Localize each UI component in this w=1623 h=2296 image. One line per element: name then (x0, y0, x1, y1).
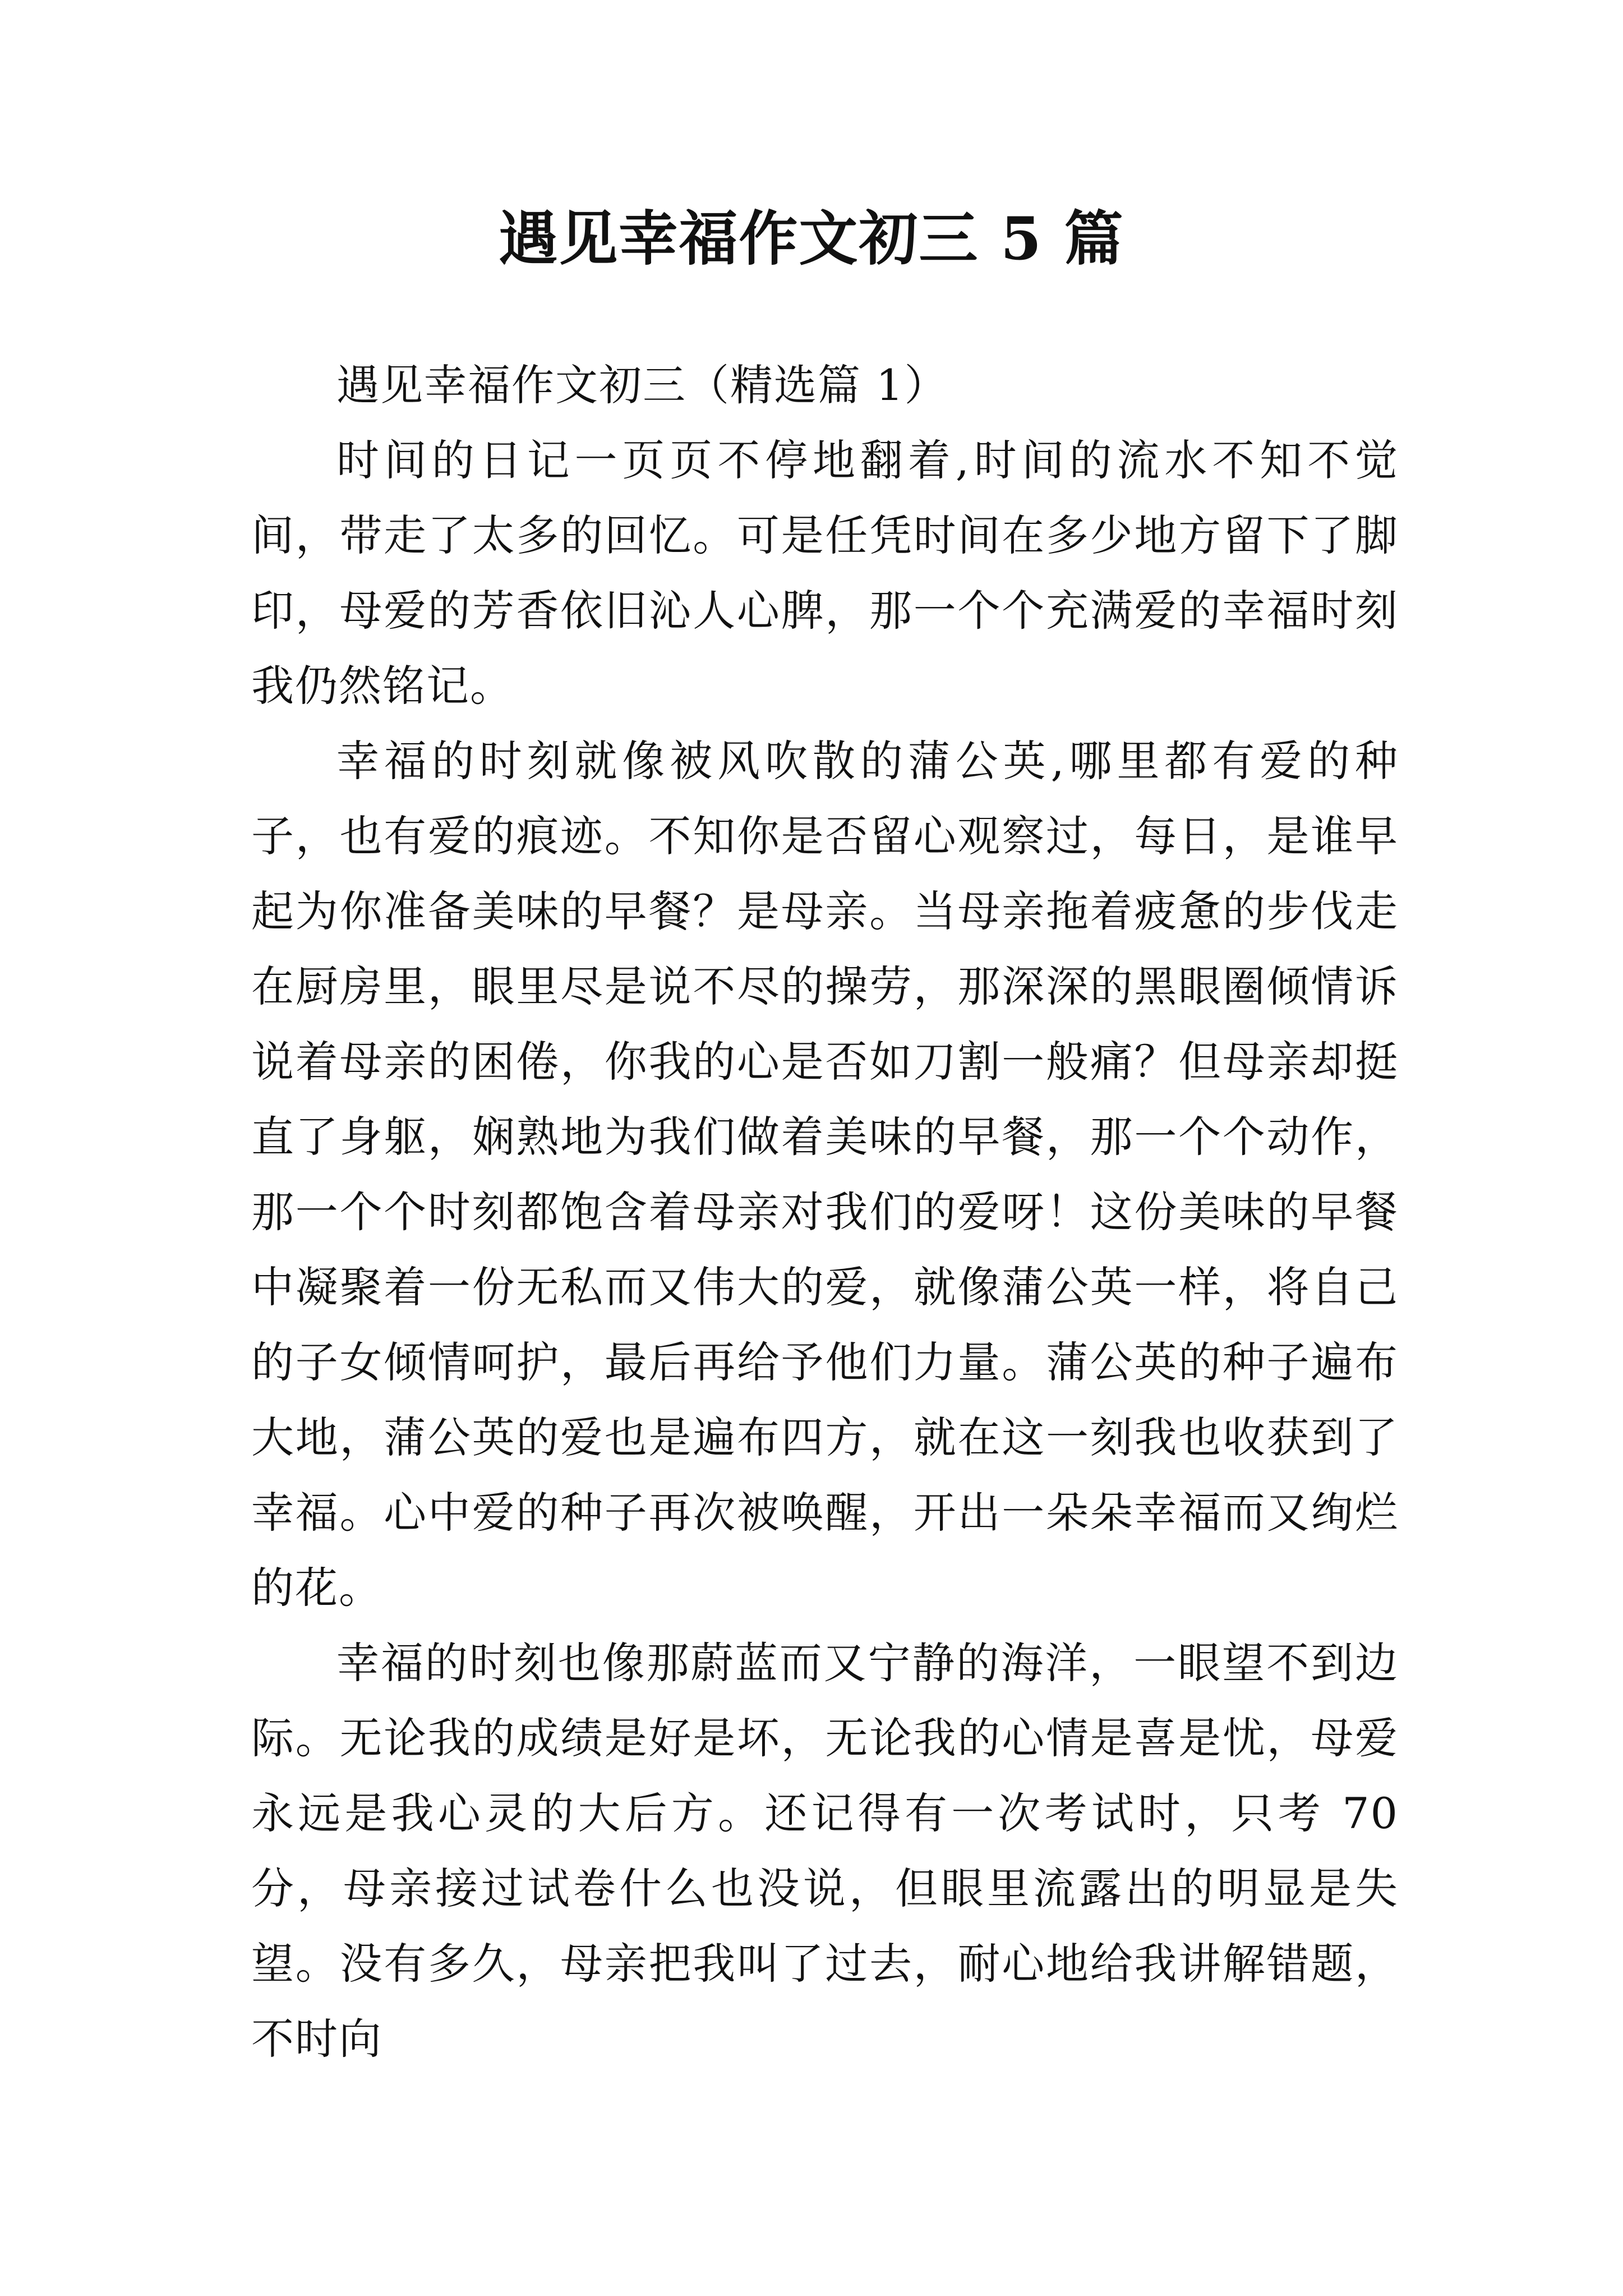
paragraph-3: 幸福的时刻也像那蔚蓝而又宁静的海洋，一眼望不到边际。无论我的成绩是好是坏，无论我的心情是喜是忧，母爱永远是我心灵的大后方。还记得有一次考试时，只考 70 分，母亲接过试卷什么也没说，但眼里流露出的明显是失望。没有多久，母亲把我叫了过去，耐心地给我讲解错题，不时向 (251, 1638, 1399, 2064)
section-subtitle: 遇见幸福作文初三（精选篇 1） (336, 360, 948, 410)
paragraph-2: 幸福的时刻就像被风吹散的蒲公英,哪里都有爱的种子，也有爱的痕迹。不知你是否留心观察过，每日，是谁早起为你准备美味的早餐？是母亲。当母亲拖着疲惫的步伐走在厨房里，眼里尽是说不尽的操劳，那深深的黑眼圈倾情诉说着母亲的困倦，你我的心是否如刀割一般痛？但母亲却挺直了身躯，娴熟地为我们做着美味的早餐，那一个个动作，那一个个时刻都饱含着母亲对我们的爱呀！这份美味的早餐中凝聚着一份无私而又伟大的爱，就像蒲公英一样，将自己的子女倾情呵护，最后再给予他们力量。蒲公英的种子遍布大地，蒲公英的爱也是遍布四方，就在这一刻我也收获到了幸福。心中爱的种子再次被唤醒，开出一朵朵幸福而又绚烂的花。 (251, 736, 1399, 1613)
document-body (251, 348, 1399, 2077)
document-title: 遇见幸福作文初三 5 篇 (499, 204, 1124, 273)
paragraph-1: 时间的日记一页页不停地翻着,时间的流水不知不觉间，带走了太多的回忆。可是任凭时间在多少地方留下了脚印，母爱的芳香依旧沁人心脾，那一个个充满爱的幸福时刻我仍然铭记。 (251, 435, 1399, 711)
